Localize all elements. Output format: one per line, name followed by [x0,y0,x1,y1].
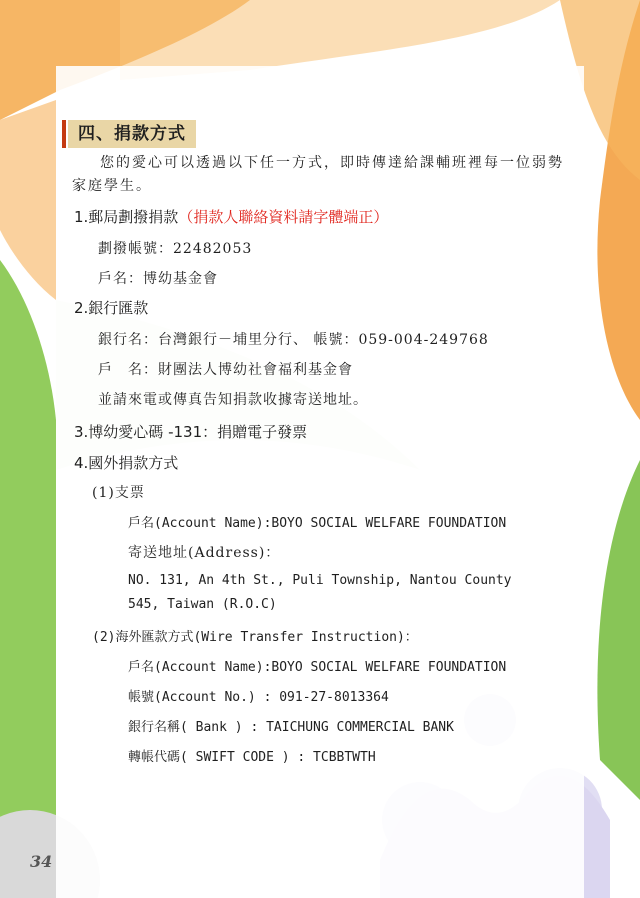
section-title-text: 四、捐款方式 [78,124,186,144]
check-address-line1: NO. 131, An 4th St., Puli Township, Nantou County [128,573,512,588]
postal-note: （捐款人聯絡資料請字體端正） [178,208,389,226]
bank-heading: 2.銀行匯款 [74,299,149,317]
bank-account-name: 戶 名：財團法人博幼社會福利基金會 [98,362,353,378]
section-title [68,120,196,148]
wire-account-name: 戶名(Account Name):BOYO SOCIAL WELFARE FOUNDATION [128,660,507,675]
check-address-line2: 545, Taiwan (R.O.C) [128,597,277,612]
check-address-label: 寄送地址(Address)： [128,545,281,561]
bank-note: 並請來電或傳真告知捐款收據寄送地址。 [98,392,368,408]
overseas-heading: 4.國外捐款方式 [74,454,179,472]
e-invoice-heading: 3.博幼愛心碼 -131：捐贈電子發票 [74,423,308,441]
title-accent-bar [62,120,66,148]
check-account-name: 戶名(Account Name):BOYO SOCIAL WELFARE FOUNDATION [128,516,507,531]
intro-paragraph: 您的愛心可以透過以下任一方式，即時傳達給課輔班裡每一位弱勢家庭學生。 [72,155,564,194]
wire-swift-code: 轉帳代碼( SWIFT CODE ) : TCBBTWTH [128,750,376,765]
bank-branch: 銀行名：台灣銀行－埔里分行、 帳號：059-004-249768 [98,332,489,348]
postal-heading [74,206,388,227]
wire-label: (2)海外匯款方式(Wire Transfer Instruction)： [92,630,418,645]
wire-bank-name: 銀行名稱( Bank ) : TAICHUNG COMMERCIAL BANK [128,720,454,735]
wire-account-number: 帳號(Account No.) : 091-27-8013364 [128,690,389,705]
postal-heading-text: 1.郵局劃撥捐款 [74,208,179,226]
postal-account: 劃撥帳號：22482053 [98,241,253,257]
postal-name: 戶名：博幼基金會 [98,271,218,287]
check-label: (1)支票 [92,485,145,501]
page-number: 34 [30,852,53,871]
